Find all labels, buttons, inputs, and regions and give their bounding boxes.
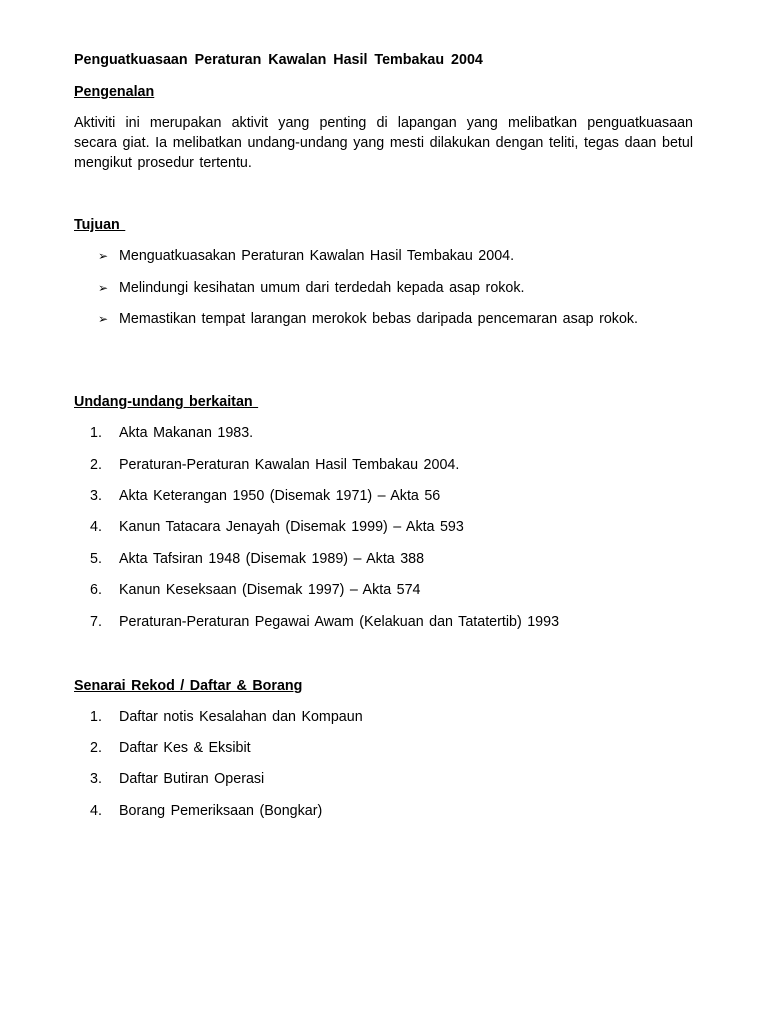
list-number: 3. [90, 771, 102, 787]
list-number: 7. [90, 614, 102, 630]
list-item [74, 486, 693, 506]
arrowhead-bullet-icon: ➢ [98, 281, 109, 295]
list-number: 4. [90, 803, 102, 819]
list-item-text: Akta Makanan 1983. [119, 425, 254, 441]
list-item [74, 801, 693, 821]
heading-undang-undang: Undang-undang berkaitan [74, 394, 259, 410]
list-item [74, 246, 693, 266]
heading-pengenalan: Pengenalan [74, 84, 155, 100]
paragraph-pengenalan: Aktiviti ini merupakan aktivit yang penting di lapangan yang melibatkan penguatkuasaan secara giat. Ia melibatkan undang-undang yang mesti dilakukan dengan teliti, tegas daan betul mengikut prosedur tertentu. [74, 115, 693, 171]
list-item [74, 423, 693, 443]
list-number: 3. [90, 488, 102, 504]
heading-senarai: Senarai Rekod / Daftar & Borang [74, 678, 303, 694]
list-item-text: Borang Pemeriksaan (Bongkar) [119, 803, 323, 819]
list-item-text: Daftar Butiran Operasi [119, 771, 265, 787]
list-item [74, 738, 693, 758]
list-item-text: Memastikan tempat larangan merokok bebas daripada pencemaran asap rokok. [119, 311, 639, 327]
list-number: 2. [90, 457, 102, 473]
list-number: 6. [90, 582, 102, 598]
list-item [74, 278, 693, 298]
list-item-text: Melindungi kesihatan umum dari terdedah kepada asap rokok. [119, 280, 525, 296]
list-item [74, 517, 693, 537]
list-item-text: Peraturan-Peraturan Kawalan Hasil Tembakau 2004. [119, 457, 460, 473]
list-item-text: Kanun Keseksaan (Disemak 1997) – Akta 574 [119, 582, 421, 598]
list-item-text: Peraturan-Peraturan Pegawai Awam (Kelakuan dan Tatatertib) 1993 [119, 614, 560, 630]
heading-tujuan: Tujuan [74, 217, 126, 233]
list-item-text: Akta Tafsiran 1948 (Disemak 1989) – Akta 388 [119, 551, 425, 567]
list-item [74, 549, 693, 569]
list-item-text: Menguatkuasakan Peraturan Kawalan Hasil Tembakau 2004. [119, 248, 515, 264]
arrowhead-bullet-icon: ➢ [98, 249, 109, 263]
list-item [74, 769, 693, 789]
list-number: 5. [90, 551, 102, 567]
document-title: Penguatkuasaan Peraturan Kawalan Hasil Tembakau 2004 [74, 52, 483, 68]
list-item-text: Akta Keterangan 1950 (Disemak 1971) – Akta 56 [119, 488, 441, 504]
list-item-text: Daftar Kes & Eksibit [119, 740, 251, 756]
list-item-text: Kanun Tatacara Jenayah (Disemak 1999) – Akta 593 [119, 519, 464, 535]
list-item [74, 612, 693, 632]
list-item-text: Daftar notis Kesalahan dan Kompaun [119, 709, 363, 725]
list-item [74, 455, 693, 475]
list-item [74, 580, 693, 600]
list-number: 2. [90, 740, 102, 756]
list-item [74, 707, 693, 727]
list-number: 1. [90, 425, 102, 441]
arrowhead-bullet-icon: ➢ [98, 312, 109, 326]
list-number: 1. [90, 709, 102, 725]
list-item [74, 309, 693, 329]
list-number: 4. [90, 519, 102, 535]
